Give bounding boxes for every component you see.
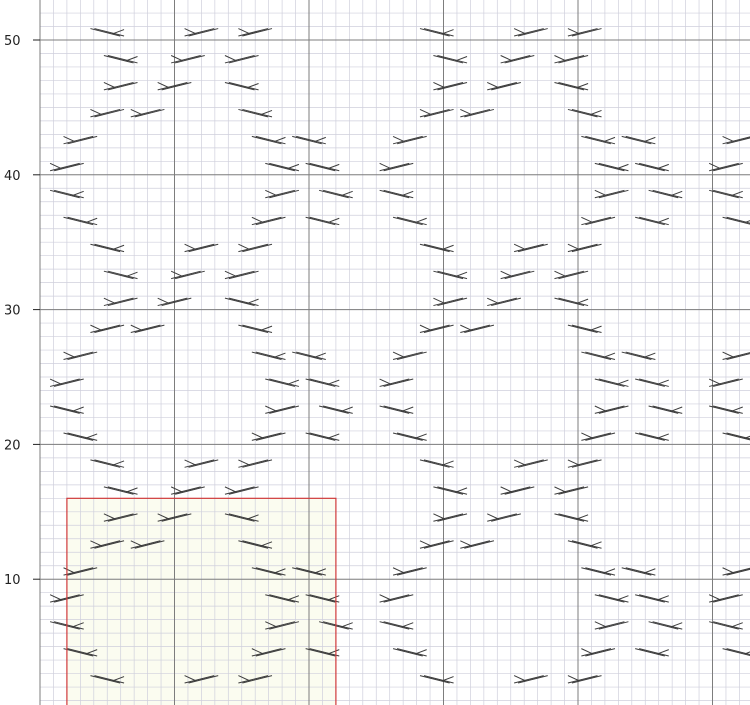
row-tick-label: 20	[4, 438, 21, 454]
row-tick-label: 50	[4, 34, 21, 49]
row-tick-label: 40	[4, 168, 21, 184]
row-tick-label: 10	[4, 573, 21, 589]
row-tick-label: 30	[4, 303, 21, 319]
